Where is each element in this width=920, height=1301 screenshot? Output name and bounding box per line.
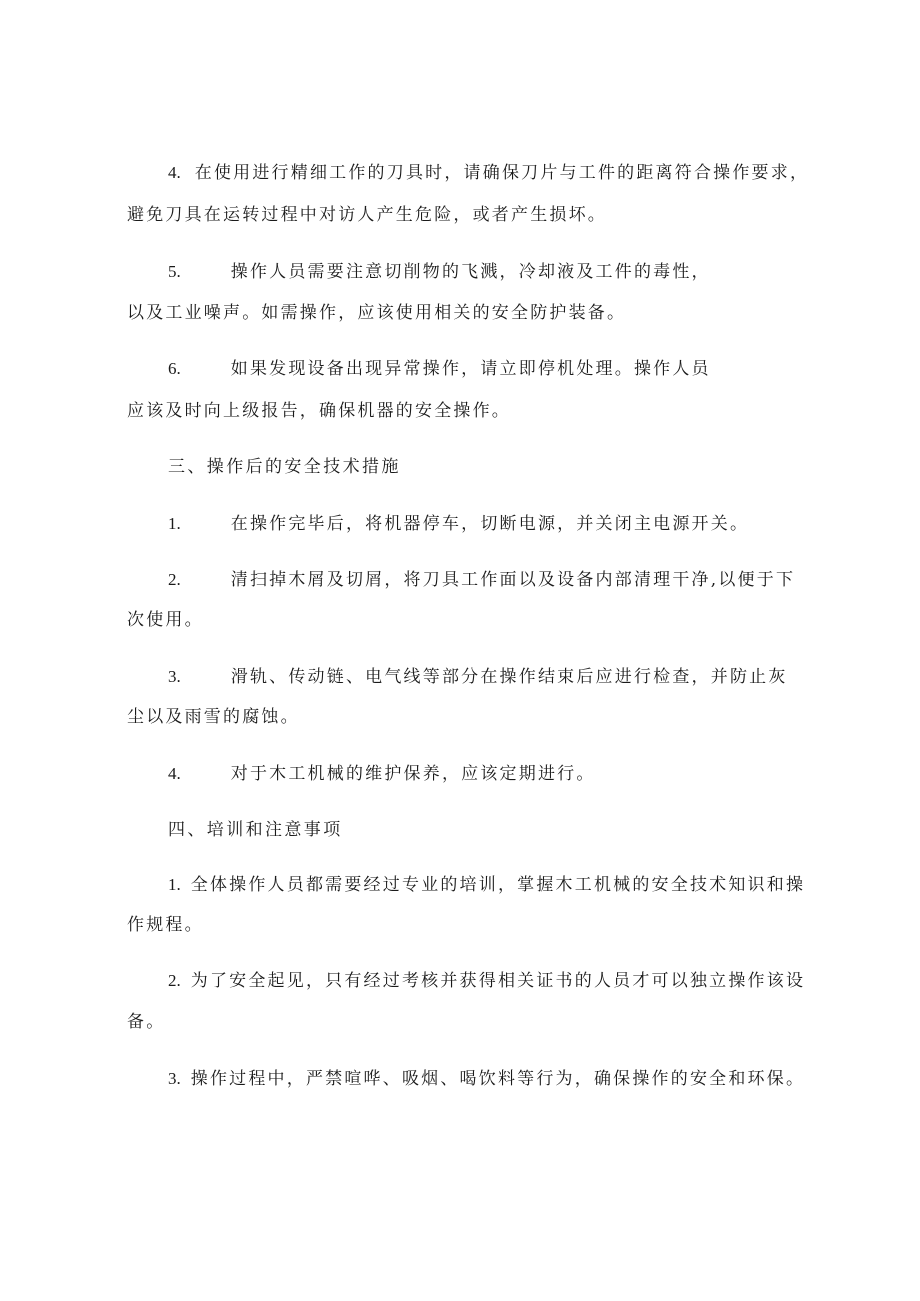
paragraph-text: 操作人员需要注意切削物的飞溅，冷却液及工件的毒性， [230, 262, 711, 282]
paragraph-line [127, 204, 607, 226]
paragraph-line [168, 1068, 805, 1090]
paragraph-text: 对于木工机械的维护保养，应该定期进行。 [230, 764, 596, 784]
paragraph-text: 应该及时向上级报告，确保机器的安全操作。 [127, 401, 511, 421]
paragraph-text: 在使用进行精细工作的刀具时，请确保刀片与工件的距离符合操作要求， [194, 163, 810, 183]
list-number: 4. [168, 764, 181, 783]
paragraph-text: 以及工业噪声。如需操作，应该使用相关的安全防护装备。 [127, 303, 627, 323]
paragraph-line [168, 358, 711, 380]
paragraph-text: 滑轨、传动链、电气线等部分在操作结束后应进行检查，并防止灰 [230, 667, 788, 687]
list-number: 2. [168, 570, 181, 589]
paragraph-line [168, 513, 749, 535]
paragraph-text: 清扫掉木屑及切屑，将刀具工作面以及设备内部清理干净,以便于下 [230, 570, 796, 590]
list-number: 3. [168, 1069, 181, 1088]
paragraph-line [127, 914, 204, 936]
paragraph-text: 如果发现设备出现异常操作，请立即停机处理。操作人员 [230, 359, 711, 379]
list-number: 4. [168, 163, 181, 182]
list-number: 6. [168, 359, 181, 378]
paragraph-text: 全体操作人员都需要经过专业的培训，掌握木工机械的安全技术知识和操 [190, 875, 806, 895]
paragraph-line [127, 400, 511, 422]
paragraph-line [127, 302, 626, 324]
paragraph-text: 作规程。 [127, 915, 204, 935]
list-number: 1. [168, 514, 181, 533]
paragraph-line [168, 763, 596, 785]
paragraph-text: 次使用。 [127, 610, 204, 630]
paragraph-text: 为了安全起见，只有经过考核并获得相关证书的人员才可以独立操作该设 [190, 971, 806, 991]
paragraph-line [168, 874, 805, 896]
paragraph-text: 操作过程中，严禁喧哗、吸烟、喝饮料等行为，确保操作的安全和环保。 [190, 1069, 806, 1089]
paragraph-line [168, 666, 788, 688]
paragraph-line [168, 162, 809, 184]
paragraph-line [168, 569, 795, 591]
paragraph-text: 在操作完毕后，将机器停车，切断电源，并关闭主电源开关。 [230, 514, 750, 534]
list-number: 2. [168, 971, 181, 990]
list-number: 3. [168, 667, 181, 686]
paragraph-line [168, 970, 805, 992]
paragraph-line [127, 706, 300, 728]
list-number: 5. [168, 262, 181, 281]
paragraph-line [127, 609, 204, 631]
paragraph-text: 备。 [127, 1012, 166, 1032]
paragraph-text: 尘以及雨雪的腐蚀。 [127, 707, 300, 727]
list-number: 1. [168, 875, 181, 894]
paragraph-text: 避免刀具在运转过程中对访人产生危险，或者产生损坏。 [127, 205, 607, 225]
paragraph-line [168, 261, 711, 283]
section-heading: 四、培训和注意事项 [168, 820, 343, 840]
paragraph-line [127, 1011, 165, 1033]
section-heading: 三、操作后的安全技术措施 [168, 457, 401, 477]
